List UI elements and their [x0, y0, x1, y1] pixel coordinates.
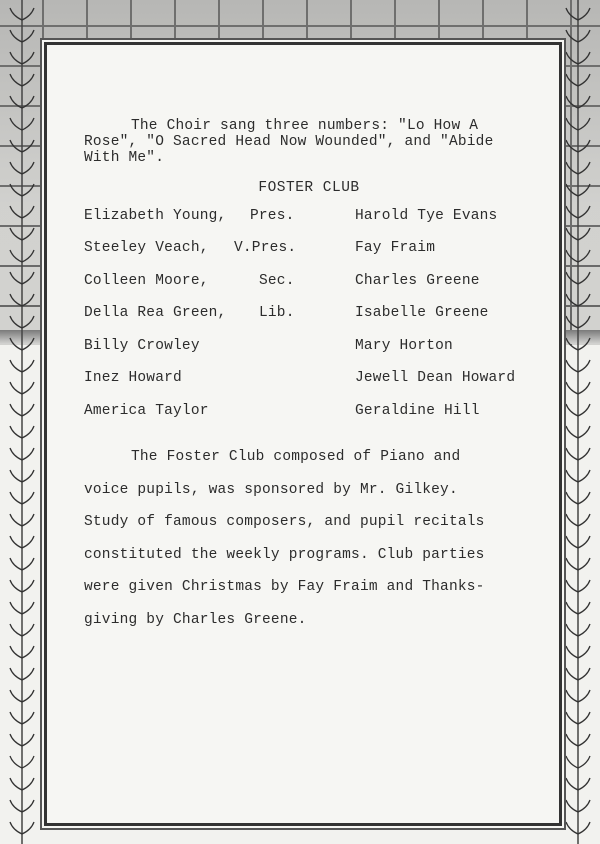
laurel-leaf [566, 668, 578, 680]
laurel-leaf [578, 8, 590, 20]
laurel-leaf [10, 360, 22, 372]
laurel-leaf [578, 272, 590, 284]
member-name: America Taylor [84, 403, 209, 419]
laurel-leaf [566, 52, 578, 64]
laurel-leaf [10, 338, 22, 350]
laurel-leaf [10, 448, 22, 460]
laurel-leaf [566, 426, 578, 438]
foster-club-paragraph [84, 441, 534, 636]
laurel-leaf [22, 294, 34, 306]
officer-name: Della Rea Green, [84, 305, 227, 321]
laurel-leaf [566, 404, 578, 416]
officer-name: Colleen Moore, [84, 273, 209, 289]
laurel-leaf [566, 756, 578, 768]
laurel-leaf [22, 118, 34, 130]
laurel-leaf [22, 382, 34, 394]
laurel-leaf [578, 470, 590, 482]
laurel-leaf [566, 470, 578, 482]
laurel-leaf [566, 646, 578, 658]
laurel-leaf [10, 294, 22, 306]
laurel-leaf [578, 250, 590, 262]
laurel-leaf [10, 74, 22, 86]
laurel-leaf [10, 514, 22, 526]
laurel-leaf [578, 668, 590, 680]
roster-row [84, 240, 544, 258]
laurel-leaf [566, 8, 578, 20]
laurel-leaf [22, 646, 34, 658]
laurel-leaf [566, 162, 578, 174]
laurel-leaf [566, 822, 578, 834]
laurel-leaf [566, 316, 578, 328]
laurel-leaf [578, 96, 590, 108]
intro-line: Rose", "O Sacred Head Now Wounded", and "Abide [84, 134, 494, 150]
member-name: Inez Howard [84, 370, 182, 386]
member-name: Billy Crowley [84, 338, 200, 354]
laurel-leaf [10, 822, 22, 834]
laurel-leaf [578, 426, 590, 438]
laurel-leaf [10, 668, 22, 680]
laurel-leaf [22, 250, 34, 262]
laurel-leaf [10, 30, 22, 42]
laurel-leaf [10, 140, 22, 152]
laurel-leaf [10, 734, 22, 746]
laurel-leaf [10, 712, 22, 724]
choir-paragraph [84, 118, 534, 166]
laurel-leaf [10, 756, 22, 768]
laurel-leaf [10, 206, 22, 218]
laurel-leaf [22, 690, 34, 702]
laurel-leaf [22, 184, 34, 196]
laurel-leaf [566, 74, 578, 86]
laurel-leaf [578, 294, 590, 306]
laurel-leaf [566, 514, 578, 526]
laurel-leaf [578, 118, 590, 130]
laurel-leaf [10, 184, 22, 196]
laurel-leaf [22, 756, 34, 768]
laurel-leaf [22, 96, 34, 108]
laurel-leaf [22, 734, 34, 746]
laurel-leaf [22, 360, 34, 372]
laurel-leaf [566, 250, 578, 262]
member-name: Isabelle Greene [355, 305, 489, 321]
body-line: giving by Charles Greene. [84, 611, 307, 628]
laurel-leaf [10, 580, 22, 592]
right-laurel-border [560, 0, 596, 844]
laurel-leaf [22, 470, 34, 482]
laurel-leaf [22, 8, 34, 20]
laurel-leaf [10, 8, 22, 20]
laurel-leaf [22, 492, 34, 504]
laurel-leaf [22, 316, 34, 328]
laurel-leaf [566, 602, 578, 614]
officer-name: Steeley Veach, [84, 240, 209, 256]
laurel-leaf [578, 734, 590, 746]
laurel-leaf [578, 316, 590, 328]
laurel-leaf [10, 536, 22, 548]
laurel-leaf [566, 778, 578, 790]
laurel-leaf [10, 624, 22, 636]
laurel-leaf [10, 118, 22, 130]
laurel-leaf [22, 602, 34, 614]
laurel-leaf [10, 250, 22, 262]
member-name: Charles Greene [355, 273, 480, 289]
laurel-leaf [566, 140, 578, 152]
laurel-leaf [22, 536, 34, 548]
laurel-leaf [578, 404, 590, 416]
laurel-leaf [566, 536, 578, 548]
laurel-leaf [22, 624, 34, 636]
laurel-leaf [578, 800, 590, 812]
laurel-leaf [566, 294, 578, 306]
intro-line: With Me". [84, 150, 165, 166]
laurel-leaf [22, 30, 34, 42]
laurel-leaf [22, 822, 34, 834]
laurel-leaf [566, 712, 578, 724]
laurel-leaf [10, 162, 22, 174]
officer-role: Pres. [250, 208, 295, 224]
laurel-leaf [10, 96, 22, 108]
officer-role: V.Pres. [234, 240, 297, 256]
laurel-leaf [10, 404, 22, 416]
roster-row [84, 338, 544, 356]
laurel-leaf [566, 360, 578, 372]
body-line: were given Christmas by Fay Fraim and Thanks- [84, 579, 485, 595]
roster-row [84, 403, 544, 421]
roster-row [84, 208, 544, 226]
laurel-leaf [578, 602, 590, 614]
laurel-leaf [22, 580, 34, 592]
roster-row [84, 305, 544, 323]
laurel-leaf [22, 228, 34, 240]
laurel-leaf [578, 492, 590, 504]
laurel-leaf [22, 162, 34, 174]
laurel-leaf [566, 30, 578, 42]
laurel-leaf [566, 580, 578, 592]
laurel-leaf [578, 536, 590, 548]
laurel-leaf [578, 580, 590, 592]
laurel-leaf [566, 228, 578, 240]
officer-role: Sec. [259, 273, 295, 289]
laurel-leaf [578, 30, 590, 42]
laurel-leaf [578, 624, 590, 636]
officer-name: Elizabeth Young, [84, 208, 227, 224]
laurel-leaf [22, 712, 34, 724]
member-name: Fay Fraim [355, 240, 436, 256]
laurel-leaf [22, 558, 34, 570]
laurel-leaf [10, 426, 22, 438]
body-line: constituted the weekly programs. Club parties [84, 546, 485, 563]
laurel-leaf [578, 778, 590, 790]
laurel-leaf [578, 690, 590, 702]
laurel-leaf [22, 74, 34, 86]
laurel-leaf [566, 338, 578, 350]
roster-list [84, 208, 534, 433]
laurel-leaf [566, 690, 578, 702]
laurel-leaf [22, 426, 34, 438]
laurel-leaf [578, 338, 590, 350]
laurel-leaf [578, 162, 590, 174]
laurel-leaf [10, 558, 22, 570]
laurel-leaf [10, 470, 22, 482]
laurel-leaf [10, 228, 22, 240]
body-line: voice pupils, was sponsored by Mr. Gilkey. [84, 481, 458, 498]
laurel-leaf [578, 514, 590, 526]
laurel-leaf [578, 448, 590, 460]
laurel-leaf [22, 206, 34, 218]
member-name: Geraldine Hill [355, 403, 480, 419]
body-line: Study of famous composers, and pupil recitals [84, 514, 485, 530]
laurel-leaf [10, 492, 22, 504]
laurel-leaf [566, 118, 578, 130]
laurel-leaf [578, 206, 590, 218]
body-line: The Foster Club composed of Piano and [131, 449, 461, 465]
laurel-leaf [10, 602, 22, 614]
laurel-leaf [566, 558, 578, 570]
laurel-leaf [578, 74, 590, 86]
laurel-leaf [578, 360, 590, 372]
laurel-leaf [566, 382, 578, 394]
laurel-leaf [22, 448, 34, 460]
laurel-leaf [578, 558, 590, 570]
page-content [84, 118, 534, 636]
laurel-leaf [10, 778, 22, 790]
laurel-leaf [22, 52, 34, 64]
laurel-leaf [566, 96, 578, 108]
laurel-leaf [566, 206, 578, 218]
laurel-leaf [10, 646, 22, 658]
laurel-leaf [566, 492, 578, 504]
member-name: Jewell Dean Howard [355, 370, 516, 386]
laurel-leaf [10, 272, 22, 284]
roster-row [84, 273, 544, 291]
section-title: FOSTER CLUB [258, 180, 360, 196]
member-name: Mary Horton [355, 338, 453, 354]
laurel-leaf [22, 778, 34, 790]
laurel-leaf [10, 382, 22, 394]
laurel-leaf [578, 184, 590, 196]
laurel-leaf [578, 382, 590, 394]
laurel-leaf [578, 712, 590, 724]
laurel-leaf [578, 756, 590, 768]
laurel-leaf [22, 272, 34, 284]
laurel-leaf [566, 272, 578, 284]
laurel-leaf [22, 514, 34, 526]
member-name: Harold Tye Evans [355, 208, 498, 224]
laurel-leaf [578, 52, 590, 64]
laurel-leaf [566, 448, 578, 460]
laurel-leaf [566, 800, 578, 812]
roster-row [84, 370, 544, 388]
laurel-leaf [22, 338, 34, 350]
intro-line: The Choir sang three numbers: "Lo How A [131, 118, 479, 134]
laurel-leaf [10, 316, 22, 328]
laurel-leaf [10, 52, 22, 64]
laurel-leaf [22, 668, 34, 680]
laurel-leaf [566, 624, 578, 636]
laurel-leaf [10, 690, 22, 702]
laurel-leaf [566, 734, 578, 746]
laurel-leaf [578, 646, 590, 658]
laurel-leaf [22, 140, 34, 152]
laurel-leaf [578, 228, 590, 240]
laurel-leaf [10, 800, 22, 812]
laurel-leaf [22, 404, 34, 416]
laurel-leaf [578, 140, 590, 152]
laurel-leaf [578, 822, 590, 834]
officer-role: Lib. [259, 305, 295, 321]
laurel-leaf [566, 184, 578, 196]
left-laurel-border [4, 0, 40, 844]
laurel-leaf [22, 800, 34, 812]
